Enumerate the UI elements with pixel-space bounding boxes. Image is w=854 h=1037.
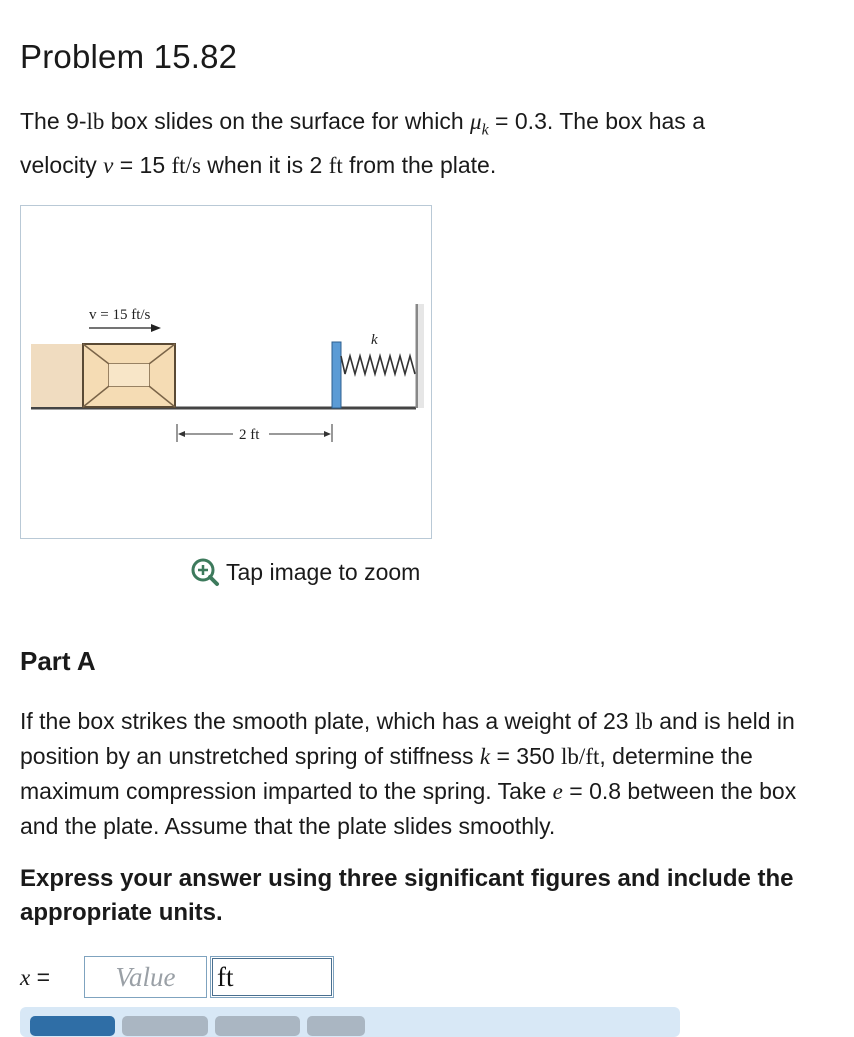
problem-figure[interactable] [20,205,432,539]
answer-toolbar [20,1007,680,1037]
toolbar-button-primary[interactable] [30,1016,115,1036]
toolbar-button-3[interactable] [215,1016,300,1036]
toolbar-button-2[interactable] [122,1016,208,1036]
distance-label: 2 ft [239,427,260,443]
left-ledge [31,344,83,407]
answer-instruction: Express your answer using three significant figures and include the appropriate units. [20,865,794,926]
tap-to-zoom[interactable] [190,557,420,587]
sliding-box [83,344,175,407]
spring-label: k [371,332,378,348]
toolbar-button-4[interactable] [307,1016,365,1036]
answer-row [20,956,334,998]
value-input[interactable] [84,956,207,998]
zoom-in-icon [190,557,220,587]
zoom-label: Tap image to zoom [226,558,421,585]
part-a-question: If the box strikes the smooth plate, which has a weight of 23 lb and is held in position by an unstretched spring of stiffness k = 350 lb/ft, determine the maximum compression imparted to the spring. Take e = 0.8 between the box and the plate. Assume that the plate slides smoothly. [20,708,797,839]
part-a-title: Part A [20,646,96,676]
right-wall-shade [418,304,424,408]
unit-input[interactable] [210,956,334,998]
problem-statement: The 9-lb box slides on the surface for which $\mu_k = 0.3$. The box has a velocity v = 15 ft/s when it is 2 ft from the plate. [20,108,705,178]
spring [341,356,415,374]
answer-variable: x = [20,963,51,990]
velocity-label: v = 15 ft/s [89,307,151,323]
velocity-arrow [89,324,161,332]
figure-diagram [21,206,433,540]
plate [332,342,341,408]
problem-title: Problem 15.82 [20,38,238,75]
